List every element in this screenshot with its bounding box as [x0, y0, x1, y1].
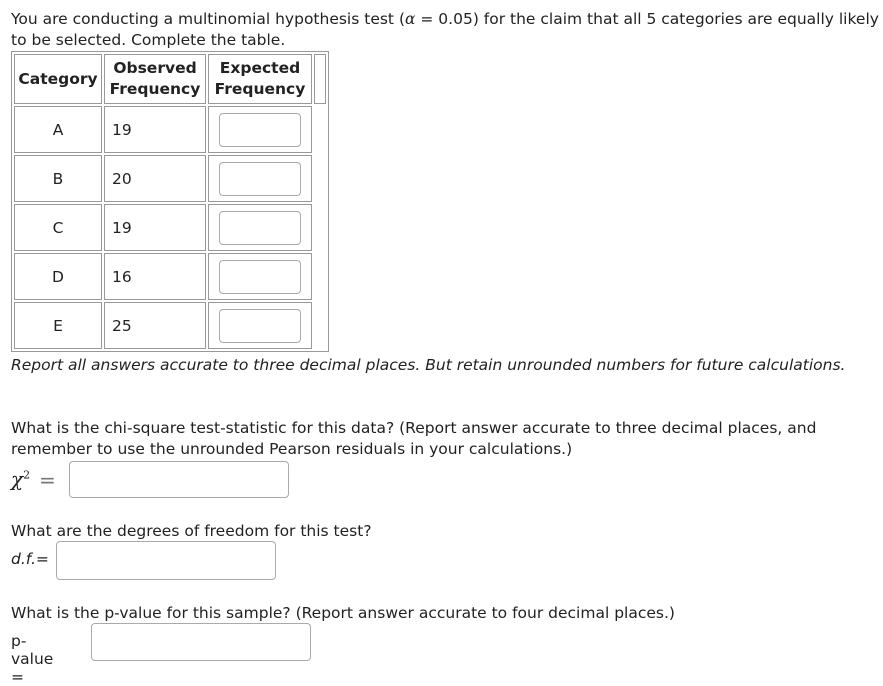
- observed-cell: 19: [104, 106, 206, 153]
- alpha-symbol: α: [405, 10, 416, 28]
- table-row: [14, 253, 326, 300]
- chi-square-input[interactable]: [69, 461, 289, 498]
- expected-input[interactable]: [219, 309, 301, 343]
- df-label: d.f.=: [11, 550, 49, 568]
- table-row: [14, 302, 326, 349]
- rounding-note: Report all answers accurate to three decimal places. But retain unrounded numbers for future calculations.: [11, 356, 846, 374]
- expected-input[interactable]: [219, 113, 301, 147]
- table-row: [14, 106, 326, 153]
- df-input[interactable]: [56, 541, 276, 580]
- observed-cell: 20: [104, 155, 206, 202]
- category-cell: B: [14, 155, 102, 202]
- observed-cell: 25: [104, 302, 206, 349]
- intro-text-start: You are conducting a multinomial hypothesis test (: [11, 10, 405, 28]
- chi-square-symbol: [11, 467, 30, 491]
- empty-cell: [314, 106, 326, 153]
- p-value-input[interactable]: [91, 623, 311, 661]
- table-row: [14, 204, 326, 251]
- table-row: [14, 155, 326, 202]
- observed-header: [104, 54, 206, 104]
- expected-cell: [208, 253, 312, 300]
- expected-input[interactable]: [219, 162, 301, 196]
- p-value-label: p-value =: [11, 632, 54, 686]
- empty-cell: [314, 302, 326, 349]
- expected-cell: [208, 302, 312, 349]
- observed-header-line2: Frequency: [109, 80, 201, 98]
- expected-header: [208, 54, 312, 104]
- intro-text-end: = 0.05) for the claim that all 5 categories are equally likely to be selected. Complete the table.: [11, 10, 879, 49]
- expected-header-line2: Frequency: [214, 80, 306, 98]
- observed-cell: 16: [104, 253, 206, 300]
- chi-letter: χ: [11, 467, 24, 491]
- category-cell: A: [14, 106, 102, 153]
- expected-cell: [208, 106, 312, 153]
- degrees-of-freedom-question: What are the degrees of freedom for this test?: [11, 522, 372, 540]
- equals-sign: =: [39, 468, 56, 492]
- intro-text: [11, 9, 879, 51]
- blank-header-cell: [314, 54, 326, 104]
- frequency-table: [11, 51, 329, 352]
- empty-cell: [314, 253, 326, 300]
- table-header-row: [14, 54, 326, 104]
- observed-header-line1: Observed: [113, 59, 197, 77]
- expected-cell: [208, 204, 312, 251]
- category-cell: D: [14, 253, 102, 300]
- category-cell: C: [14, 204, 102, 251]
- p-value-question: What is the p-value for this sample? (Report answer accurate to four decimal places.): [11, 604, 675, 622]
- empty-cell: [314, 155, 326, 202]
- category-cell: E: [14, 302, 102, 349]
- chi-exponent: 2: [23, 468, 31, 482]
- empty-cell: [314, 204, 326, 251]
- expected-input[interactable]: [219, 211, 301, 245]
- expected-input[interactable]: [219, 260, 301, 294]
- expected-cell: [208, 155, 312, 202]
- category-header: Category: [14, 54, 102, 104]
- chi-square-question: What is the chi-square test-statistic for this data? (Report answer accurate to three decimal places, and remember to use the unrounded Pearson residuals in your calculations.): [11, 419, 817, 458]
- observed-cell: 19: [104, 204, 206, 251]
- expected-header-line1: Expected: [219, 59, 301, 77]
